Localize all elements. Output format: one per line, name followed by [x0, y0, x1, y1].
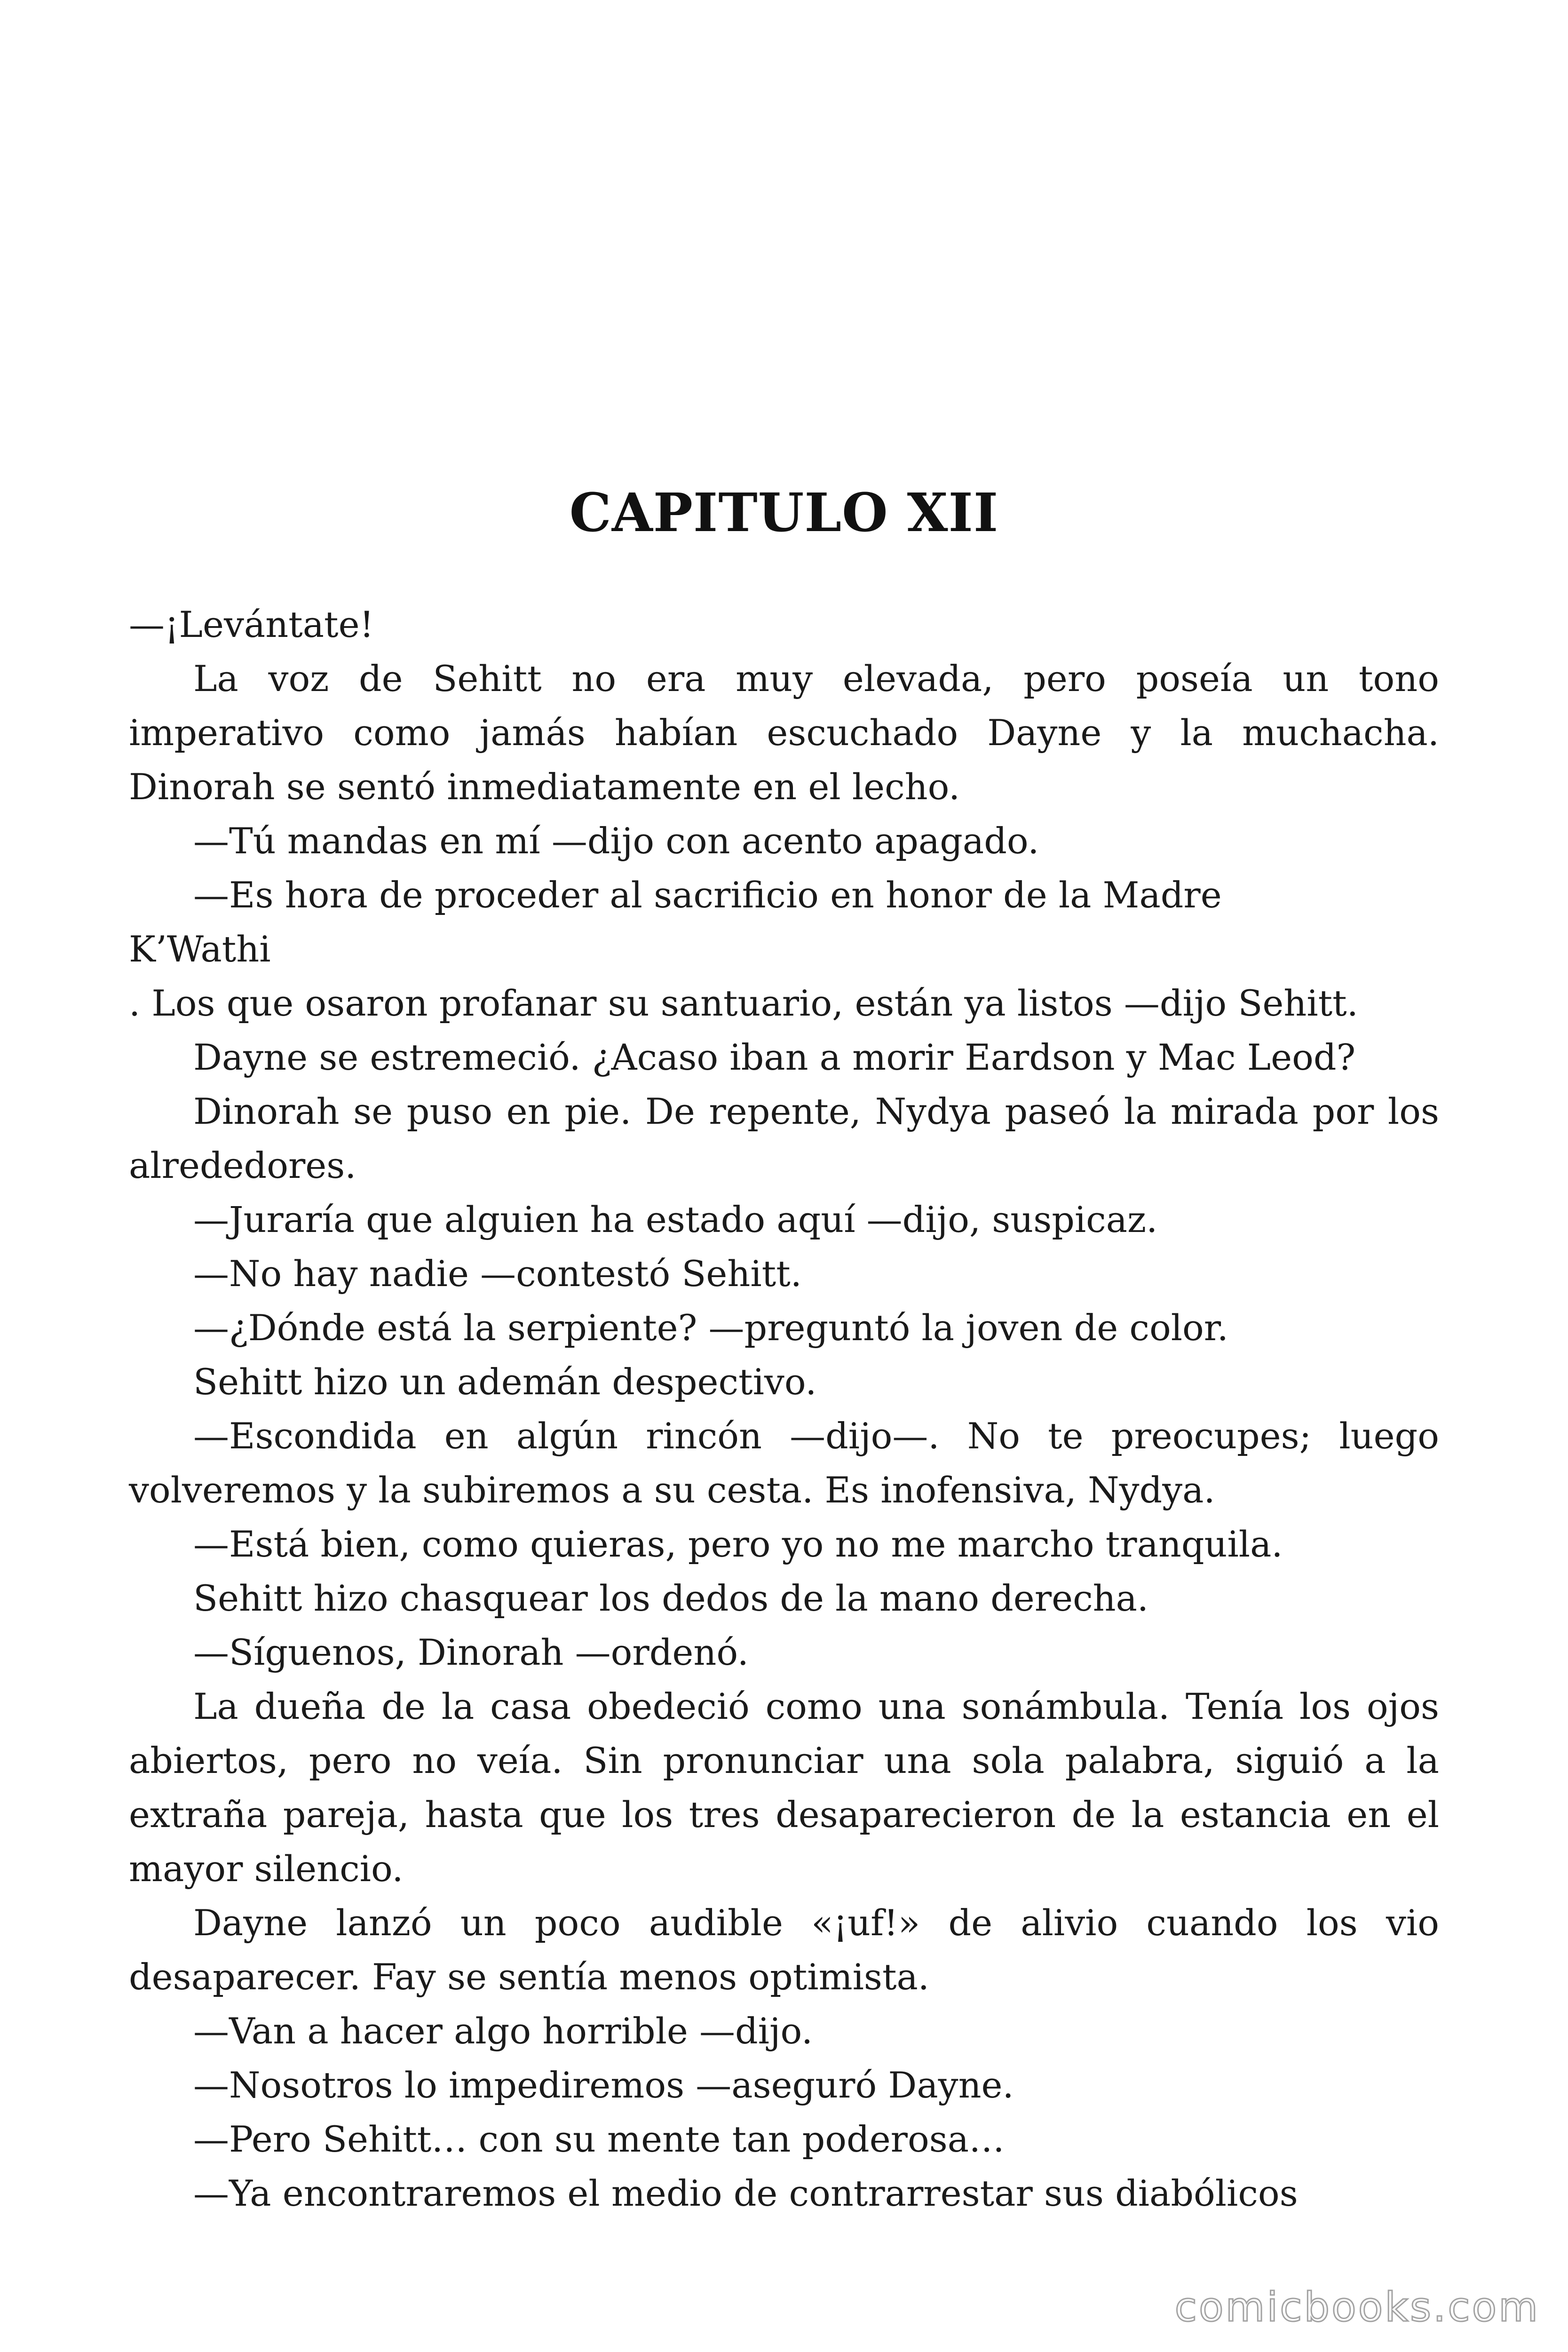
- paragraph: K’Wathi: [129, 928, 271, 970]
- paragraph: —Es hora de proceder al sacrificio en honor de la Madre: [193, 874, 1222, 916]
- paragraph: La dueña de la casa obedeció como una sonámbula. Tenía los ojos abiertos, pero no veía. Sin pronunciar una sola palabra, siguió a la extraña pareja, hasta que los tres desaparecieron de la estancia en el mayor silencio.: [129, 1685, 1439, 1890]
- paragraph: —Escondida en algún rincón —dijo—. No te preocupes; luego volveremos y la subiremos a su cesta. Es inofensiva, Nydya.: [129, 1415, 1439, 1511]
- paragraph: Sehitt hizo chasquear los dedos de la mano derecha.: [193, 1577, 1149, 1619]
- paragraph: —Está bien, como quieras, pero yo no me marcho tranquila.: [193, 1523, 1283, 1565]
- paragraph: Sehitt hizo un ademán despectivo.: [193, 1361, 817, 1403]
- paragraph: —¡Levántate!: [129, 604, 374, 645]
- paragraph: —Ya encontraremos el medio de contrarrestar sus diabólicos: [193, 2172, 1298, 2214]
- paragraph: Dayne se estremeció. ¿Acaso iban a morir Eardson y Mac Leod?: [193, 1036, 1356, 1078]
- paragraph: —Van a hacer algo horrible —dijo.: [193, 2010, 813, 2052]
- paragraph: Dayne lanzó un poco audible «¡uf!» de alivio cuando los vio desaparecer. Fay se sentía menos optimista.: [129, 1902, 1439, 1998]
- paragraph: —No hay nadie —contestó Sehitt.: [193, 1253, 802, 1295]
- paragraph: La voz de Sehitt no era muy elevada, pero poseía un tono imperativo como jamás habían escuchado Dayne y la muchacha. Dinorah se sentó inmediatamente en el lecho.: [129, 658, 1439, 808]
- paragraph: . Los que osaron profanar su santuario, están ya listos —dijo Sehitt.: [129, 982, 1358, 1024]
- paragraph: —Tú mandas en mí —dijo con acento apagado.: [193, 820, 1039, 862]
- paragraph: —Juraría que alguien ha estado aquí —dijo, suspicaz.: [193, 1199, 1158, 1240]
- chapter-title: CAPITULO XII: [569, 482, 999, 544]
- watermark: comicbooks.com: [1174, 2284, 1540, 2331]
- paragraph: —Síguenos, Dinorah —ordenó.: [193, 1631, 749, 1673]
- paragraph: —¿Dónde está la serpiente? —preguntó la joven de color.: [193, 1307, 1228, 1349]
- paragraph: Dinorah se puso en pie. De repente, Nydya paseó la mirada por los alrededores.: [129, 1090, 1439, 1186]
- paragraph: —Nosotros lo impediremos —aseguró Dayne.: [193, 2064, 1014, 2106]
- paragraph: —Pero Sehitt… con su mente tan poderosa…: [193, 2118, 1005, 2160]
- chapter-body: [129, 597, 1439, 2220]
